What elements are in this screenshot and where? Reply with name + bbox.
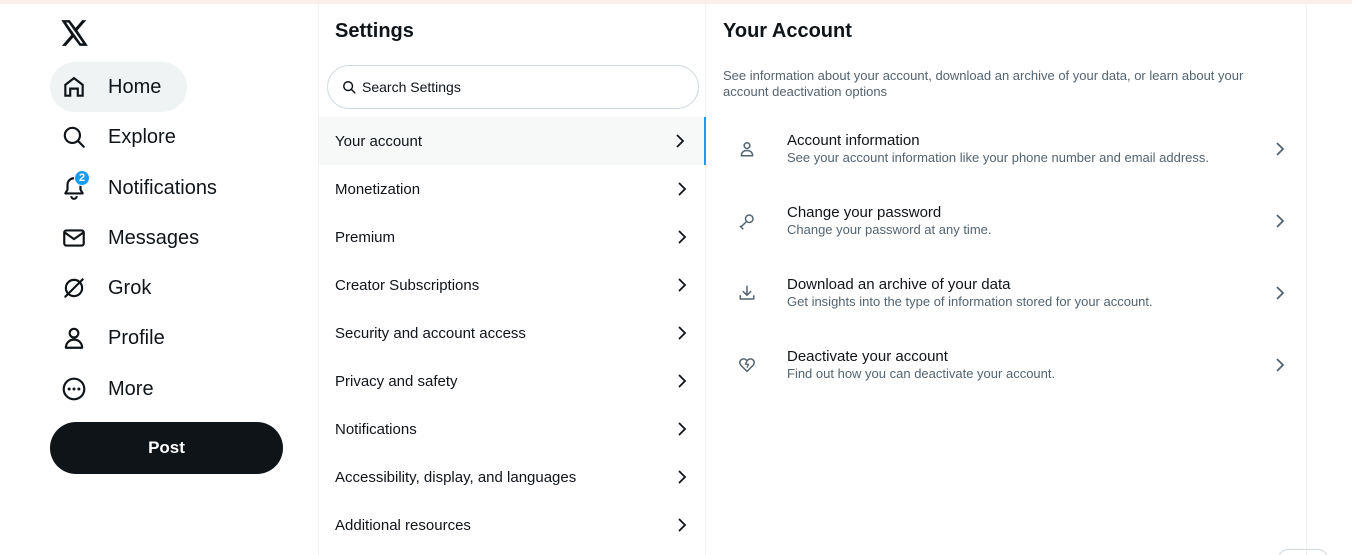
chevron-right-icon <box>676 517 688 533</box>
person-icon <box>737 139 757 159</box>
post-button[interactable]: Post <box>50 422 283 474</box>
option-subtitle: See your account information like your phone number and email address. <box>787 150 1210 165</box>
search-icon <box>60 123 88 151</box>
nav-label-grok: Grok <box>108 276 152 299</box>
settings-item-additional-resources[interactable] <box>319 501 706 549</box>
chevron-right-icon <box>676 421 688 437</box>
chevron-right-icon <box>676 181 688 197</box>
settings-item-security[interactable] <box>319 309 706 357</box>
option-subtitle: Get insights into the type of information stored for your account. <box>787 294 1153 309</box>
settings-item-label: Premium <box>335 228 396 246</box>
bell-icon <box>60 174 88 202</box>
settings-item-premium[interactable] <box>319 213 706 261</box>
settings-item-monetization[interactable] <box>319 165 706 213</box>
floating-control-edge[interactable] <box>1278 549 1328 555</box>
chevron-right-icon <box>676 325 688 341</box>
account-detail-panel <box>707 4 1307 555</box>
settings-item-label: Creator Subscriptions <box>335 276 480 294</box>
option-subtitle: Change your password at any time. <box>787 222 992 237</box>
detail-description: See information about your account, download an archive of your data, or learn about your account deactivation options <box>723 68 1244 99</box>
option-account-information[interactable] <box>707 113 1306 185</box>
chevron-right-icon <box>674 133 686 149</box>
settings-item-label: Privacy and safety <box>335 372 458 390</box>
settings-item-label: Your account <box>335 132 423 150</box>
settings-item-privacy[interactable] <box>319 357 706 405</box>
grok-icon <box>60 274 88 302</box>
search-icon <box>342 80 356 94</box>
nav-label-profile: Profile <box>108 326 165 349</box>
settings-item-label: Notifications <box>335 420 417 438</box>
chevron-right-icon <box>676 229 688 245</box>
settings-item-label: Additional resources <box>335 516 471 534</box>
chevron-right-icon <box>1274 141 1286 157</box>
home-icon <box>60 73 88 101</box>
chevron-right-icon <box>1274 285 1286 301</box>
chevron-right-icon <box>676 277 688 293</box>
chevron-right-icon <box>676 469 688 485</box>
settings-title: Settings <box>335 20 414 42</box>
envelope-icon <box>60 224 88 252</box>
settings-item-label: Accessibility, display, and languages <box>335 468 577 486</box>
option-title: Deactivate your account <box>787 348 948 365</box>
chevron-right-icon <box>1274 357 1286 373</box>
download-icon <box>737 283 757 303</box>
settings-panel <box>318 4 706 555</box>
notification-badge: 2 <box>74 170 90 186</box>
nav-label-messages: Messages <box>108 226 200 249</box>
settings-item-notifications[interactable] <box>319 405 706 453</box>
nav-label-notifications: Notifications <box>108 176 217 199</box>
option-title: Account information <box>787 132 920 149</box>
option-title: Download an archive of your data <box>787 276 1011 293</box>
chevron-right-icon <box>1274 213 1286 229</box>
chevron-right-icon <box>676 373 688 389</box>
search-settings-input[interactable] <box>362 79 682 95</box>
settings-item-your-account[interactable] <box>319 117 706 165</box>
nav-item-messages[interactable] <box>50 213 225 263</box>
primary-nav <box>0 4 318 555</box>
nav-item-notifications[interactable] <box>50 163 243 213</box>
option-subtitle: Find out how you can deactivate your account. <box>787 366 1056 381</box>
key-icon <box>737 211 757 231</box>
search-settings-box[interactable] <box>327 65 699 109</box>
option-title: Change your password <box>787 204 942 221</box>
nav-item-home[interactable] <box>50 62 187 112</box>
option-change-password[interactable] <box>707 185 1306 257</box>
nav-label-explore: Explore <box>108 125 176 148</box>
nav-item-profile[interactable] <box>50 313 191 363</box>
nav-label-home: Home <box>108 75 162 98</box>
settings-item-label: Security and account access <box>335 324 526 342</box>
nav-item-grok[interactable] <box>50 263 177 313</box>
settings-item-accessibility[interactable] <box>319 453 706 501</box>
nav-item-explore[interactable] <box>50 112 202 162</box>
nav-label-more: More <box>108 377 154 400</box>
nav-item-more[interactable] <box>50 364 180 414</box>
more-circle-icon <box>60 375 88 403</box>
x-logo-icon[interactable] <box>58 17 92 49</box>
person-icon <box>60 324 88 352</box>
detail-title: Your Account <box>723 20 852 42</box>
settings-item-label: Monetization <box>335 180 421 198</box>
option-deactivate-account[interactable] <box>707 329 1306 401</box>
settings-item-creator-subscriptions[interactable] <box>319 261 706 309</box>
broken-heart-icon <box>737 355 757 375</box>
option-download-archive[interactable] <box>707 257 1306 329</box>
